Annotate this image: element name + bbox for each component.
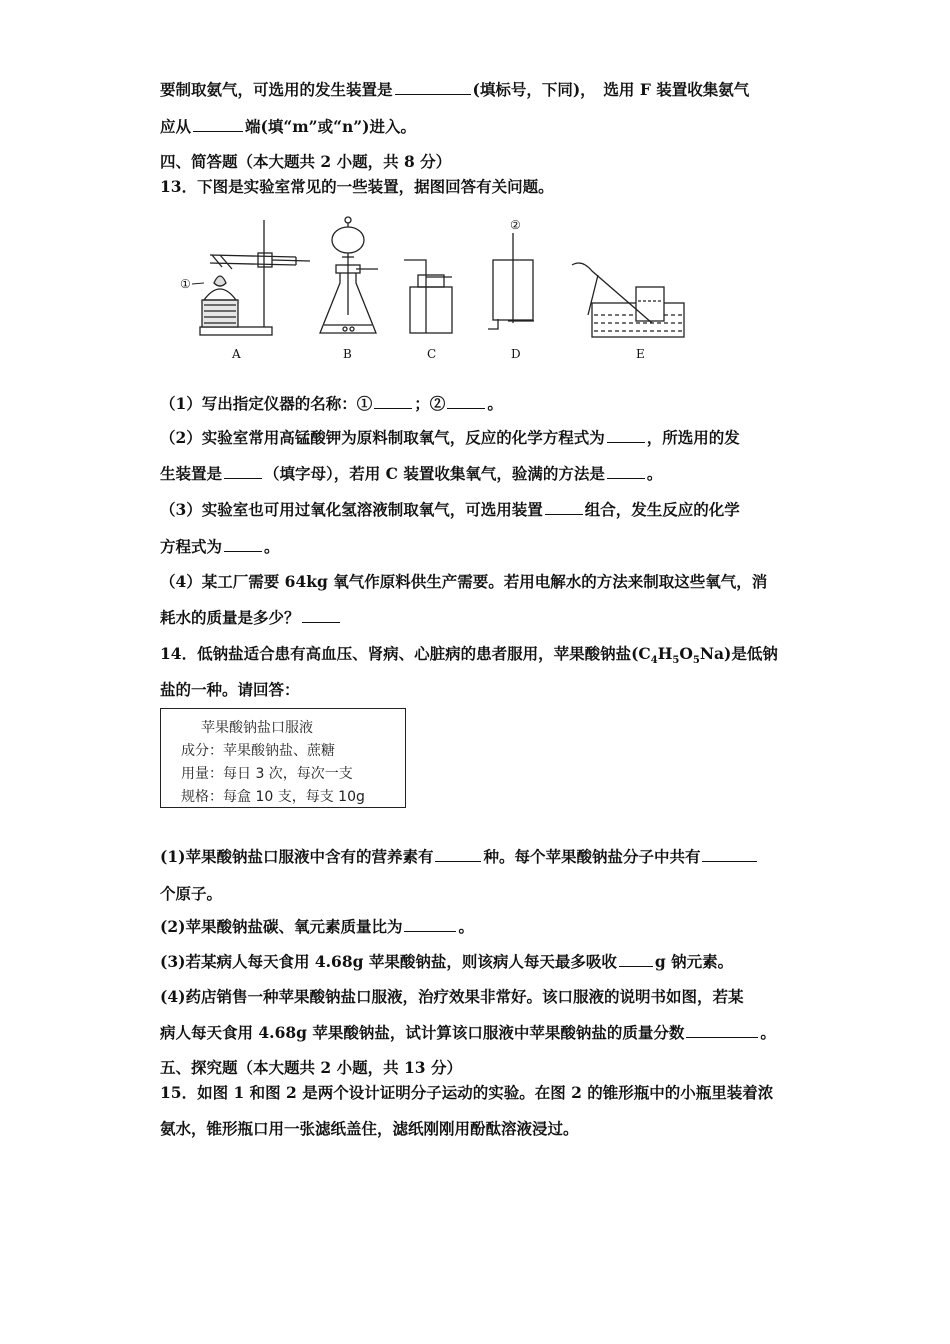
- q14-text: 种。每个苹果酸钠盐分子中共有: [483, 847, 701, 866]
- section5-title: 五、探究题（本大题共 2 小题，共 13 分）: [160, 1058, 462, 1077]
- q14-text: 病人每天食用 4.68g 苹果酸钠盐，试计算该口服液中苹果酸钠盐的质量分数: [160, 1023, 685, 1042]
- q13-text: 。: [487, 394, 503, 413]
- answer-blank[interactable]: [395, 80, 471, 95]
- answer-blank[interactable]: [607, 464, 645, 479]
- q13-text: （3）实验室也可用过氧化氢溶液制取氧气，可选用装置: [160, 500, 543, 519]
- q13-part2-line1: [160, 426, 740, 448]
- answer-blank[interactable]: [404, 917, 456, 932]
- q13-part2-line2: [160, 462, 662, 484]
- apparatus-d: [488, 233, 534, 329]
- q14-stem-line1: [160, 642, 778, 666]
- q13-part3-line2: [160, 535, 280, 557]
- q14-text: 14．低钠盐适合患有高血压、肾病、心脏病的患者服用，苹果酸钠盐(C: [160, 644, 651, 663]
- apparatus-a: [200, 220, 310, 335]
- answer-blank[interactable]: [447, 394, 485, 409]
- apparatus-b: [320, 217, 378, 333]
- answer-blank[interactable]: [224, 537, 262, 552]
- q14-part4-line1: (4)药店销售一种苹果酸钠盐口服液，治疗效果非常好。该口服液的说明书如图，若某: [160, 987, 744, 1006]
- section4-title: 四、简答题（本大题共 2 小题，共 8 分）: [160, 152, 452, 171]
- answer-blank[interactable]: [435, 847, 481, 862]
- q14-text: Na)是低钠: [699, 644, 778, 663]
- q13-text: 耗水的质量是多少？: [160, 608, 300, 627]
- q13-text: 。: [264, 537, 280, 556]
- q12-text: 端(填“m”或“n”)进入。: [245, 117, 417, 136]
- q13-text: 。: [646, 464, 663, 483]
- q13-text: （1）写出指定仪器的名称：①: [160, 394, 373, 413]
- q14-part3: [160, 950, 733, 972]
- q14-part1-line2: 个原子。: [160, 884, 223, 903]
- q14-part2: [160, 915, 474, 937]
- medicine-label-box: [160, 708, 406, 808]
- lab-apparatus-figure: [160, 205, 720, 375]
- q15-line1: 15．如图 1 和图 2 是两个设计证明分子运动的实验。在图 2 的锥形瓶中的小瓶里装着浓: [160, 1083, 774, 1102]
- formula-subscript: 5: [692, 655, 700, 667]
- q14-text: g 钠元素。: [654, 952, 734, 971]
- q13-text: ；②: [414, 394, 446, 413]
- label-dosage: 用量：每日 3 次，每次一支: [181, 766, 353, 782]
- answer-blank[interactable]: [607, 428, 645, 443]
- q12-text: 要制取氨气，可选用的发生装置是: [160, 80, 393, 99]
- q12-line2: [160, 115, 416, 137]
- q13-part3-line1: [160, 498, 740, 520]
- q14-text: 。: [458, 917, 474, 936]
- q15-line2: 氨水，锥形瓶口用一张滤纸盖住，滤纸刚刚用酚酞溶液浸过。: [160, 1119, 579, 1138]
- apparatus-e: [572, 263, 684, 337]
- q13-text: 组合，发生反应的化学: [584, 500, 740, 519]
- label-spec: 规格：每盒 10 支，每支 10g: [181, 789, 365, 805]
- q14-part1-line1: [160, 845, 759, 867]
- answer-blank[interactable]: [702, 847, 757, 862]
- answer-blank[interactable]: [545, 500, 583, 515]
- q13-text: 生装置是: [160, 464, 223, 483]
- marker-1: ①: [180, 277, 191, 291]
- q12-line1: [160, 78, 749, 100]
- q12-text: 应从: [160, 117, 192, 136]
- answer-blank[interactable]: [686, 1023, 758, 1038]
- label-title: 苹果酸钠盐口服液: [201, 720, 313, 736]
- q13-part1: [160, 392, 503, 414]
- q14-text: 。: [760, 1023, 776, 1042]
- q14-part4-line2: [160, 1021, 776, 1043]
- label-b: B: [343, 347, 352, 361]
- answer-blank[interactable]: [302, 608, 340, 623]
- label-d: D: [511, 347, 521, 361]
- q13-text: ，所选用的发: [646, 428, 740, 447]
- label-a: A: [232, 347, 241, 361]
- q13-stem: 13．下图是实验室常见的一些装置，据图回答有关问题。: [160, 177, 554, 196]
- formula-subscript: 4: [650, 655, 658, 667]
- marker-2: ②: [510, 218, 521, 232]
- q14-stem-line2: 盐的一种。请回答：: [160, 680, 300, 699]
- apparatus-c: [404, 260, 452, 333]
- q14-text: (1)苹果酸钠盐口服液中含有的营养素有: [160, 847, 434, 866]
- answer-blank[interactable]: [193, 117, 243, 132]
- q12-text: (填标号，下同)， 选用 F 装置收集氨气: [472, 80, 750, 99]
- q13-text: （填字母），若用 C 装置收集氧气，验满的方法是: [264, 464, 605, 483]
- answer-blank[interactable]: [374, 394, 412, 409]
- formula-element: H: [657, 644, 673, 663]
- formula-subscript: 5: [672, 655, 680, 667]
- label-e: E: [636, 347, 645, 361]
- label-c: C: [427, 347, 437, 361]
- q13-part4-line2: [160, 606, 342, 628]
- answer-blank[interactable]: [224, 464, 262, 479]
- q13-part4-line1: （4）某工厂需要 64kg 氧气作原料供生产需要。若用电解水的方法来制取这些氧气，消: [160, 572, 768, 591]
- answer-blank[interactable]: [619, 952, 653, 967]
- q13-text: （2）实验室常用高锰酸钾为原料制取氧气，反应的化学方程式为: [160, 428, 605, 447]
- label-ingredients: 成分：苹果酸钠盐、蔗糖: [181, 743, 335, 759]
- formula-element: O: [679, 644, 693, 663]
- q14-text: (2)苹果酸钠盐碳、氧元素质量比为: [160, 917, 403, 936]
- q14-text: (3)若某病人每天食用 4.68g 苹果酸钠盐，则该病人每天最多吸收: [160, 952, 617, 971]
- q13-text: 方程式为: [160, 537, 223, 556]
